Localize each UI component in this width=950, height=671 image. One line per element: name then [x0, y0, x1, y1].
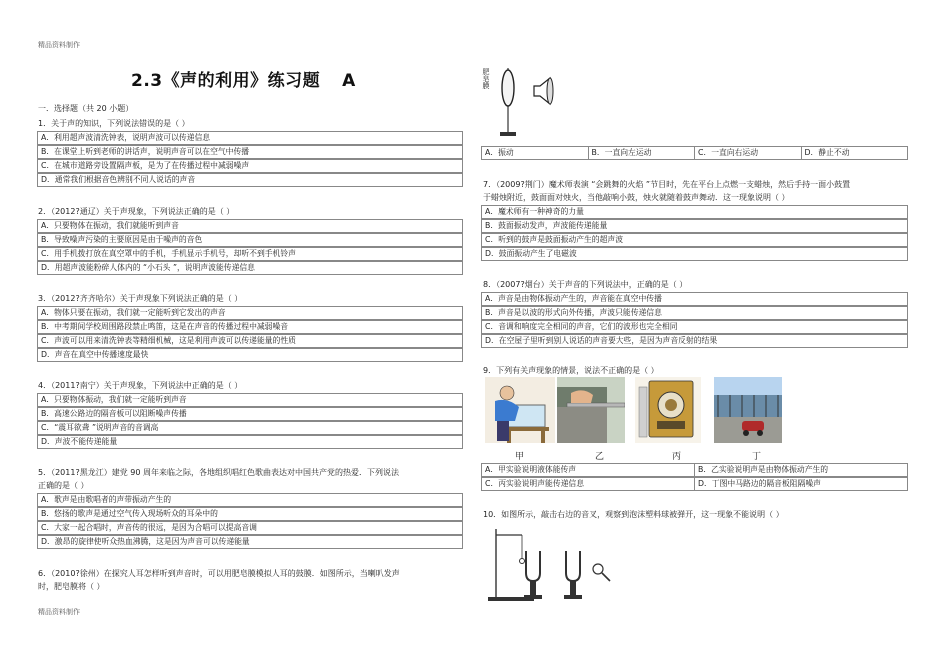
- question-7-option-c[interactable]: C．听到的鼓声是鼓面振动产生的超声波: [481, 233, 908, 247]
- question-1-option-d[interactable]: D．通常我们根据音色辨别不同人说话的声音: [37, 173, 463, 187]
- page-header-note: 精品资料制作: [38, 41, 80, 49]
- question-6-option-d[interactable]: D．静止不动: [804, 148, 850, 157]
- question-9-option-d[interactable]: D．丁图中马路边的隔音板阻隔噪声: [698, 479, 821, 488]
- figure-label-jia: 甲: [515, 452, 525, 462]
- question-7-stem-line2: 于蜡烛附近，鼓面面对烛火，当他敲响小鼓，烛火就随着鼓声舞动．这一现象说明（ ）: [483, 193, 790, 202]
- question-2-stem: 2．（2012?通辽）关于声现象，下列说法正确的是（ ）: [38, 207, 235, 216]
- question-8-option-a[interactable]: A．声音是由物体振动产生的，声音能在真空中传播: [481, 292, 908, 306]
- question-9-option-b[interactable]: B．乙实验说明声是由物体振动产生的: [698, 465, 829, 474]
- question-6-stem-line2: 时，肥皂膜将（ ）: [38, 582, 105, 591]
- question-3-option-a[interactable]: A．物体只要在振动，我们就一定能听到它发出的声音: [37, 306, 463, 320]
- figure-yi-hand-ruler: [557, 377, 625, 443]
- question-3-option-c[interactable]: C．声波可以用来清洗钟表等精细机械，这是利用声波可以传递能量的性质: [37, 334, 463, 348]
- soap-film-label: 肥皂膜: [482, 68, 490, 89]
- question-4-option-a[interactable]: A．只要物体振动，我们就一定能听到声音: [37, 393, 463, 407]
- question-8-option-d[interactable]: D．在空屋子里听到别人说话的声音要大些，是因为声音反射的结果: [481, 334, 908, 348]
- question-1-option-b[interactable]: B．在课堂上听到老师的讲话声，说明声音可以在空气中传播: [37, 145, 463, 159]
- question-9-options-row1: [481, 463, 908, 477]
- question-5-stem-line2: 正确的是（ ）: [38, 481, 89, 490]
- question-10-stem: 10．如图所示，敲击右边的音叉，观察到泡沫塑料球被弹开，这一现象不能说明（ ）: [483, 510, 784, 519]
- page-footer-note: 精品资料制作: [38, 608, 80, 616]
- question-4-option-c[interactable]: C．“震耳欲聋 ”说明声音的音调高: [37, 421, 463, 435]
- question-6-options: [481, 146, 908, 160]
- question-7-option-d[interactable]: D．鼓面振动产生了电磁波: [481, 247, 908, 261]
- question-8-stem: 8．（2007?烟台）关于声音的下列说法中，正确的是（ ）: [483, 280, 688, 289]
- soap-film-speaker-figure: [490, 60, 560, 140]
- question-5-option-b[interactable]: B．悠扬的歌声是通过空气传入现场听众的耳朵中的: [37, 507, 463, 521]
- question-8-option-b[interactable]: B．声音是以波的形式向外传播，声波只能传递信息: [481, 306, 908, 320]
- tuning-fork-figure: [486, 523, 616, 603]
- question-6-option-a[interactable]: A．振动: [482, 147, 589, 159]
- question-1-stem: 1．关于声的知识，下列说法错误的是（ ）: [38, 119, 190, 128]
- question-9-options-row2: [481, 477, 908, 491]
- title-suffix: A: [342, 71, 356, 91]
- question-9-stem: 9．下列有关声现象的情景，说法不正确的是（ ）: [483, 366, 659, 375]
- question-4-option-d[interactable]: D．声波不能传递能量: [37, 435, 463, 449]
- question-7-stem-line1: 7．（2009?荆门）魔术师表演 “会跳舞的火焰 ”节目时，先在平台上点燃一支蜡烛，然后手持一面小鼓置: [483, 180, 851, 189]
- question-3-option-d[interactable]: D．声音在真空中传播速度最快: [37, 348, 463, 362]
- question-4-option-b[interactable]: B．高速公路边的隔音板可以阻断噪声传播: [37, 407, 463, 421]
- question-1-option-c[interactable]: C．在城市道路旁设置隔声板，是为了在传播过程中减弱噪声: [37, 159, 463, 173]
- figure-label-bing: 丙: [672, 452, 682, 462]
- question-1-option-a[interactable]: A．利用超声波清洗钟表，说明声波可以传递信息: [37, 131, 463, 145]
- question-7-option-a[interactable]: A．魔术师有一种神奇的力量: [481, 205, 908, 219]
- question-6-option-c[interactable]: C．一直向右运动: [695, 147, 802, 159]
- figure-label-ding: 丁: [752, 452, 762, 462]
- question-2-option-d[interactable]: D．用超声波能粉碎人体内的 “小石头 ”，说明声波能传递信息: [37, 261, 463, 275]
- question-9-option-a[interactable]: A．甲实验说明液体能传声: [482, 464, 695, 476]
- question-3-option-b[interactable]: B．中考期间学校周围路段禁止鸣笛，这是在声音的传播过程中减弱噪音: [37, 320, 463, 334]
- title-text: 2.3《声的利用》练习题: [131, 71, 321, 91]
- figure-bing-bell-jar: [635, 377, 701, 443]
- question-2-option-b[interactable]: B．导致噪声污染的主要原因是由于噪声的音色: [37, 233, 463, 247]
- question-3-stem: 3．（2012?齐齐哈尔）关于声现象下列说法正确的是（ ）: [38, 294, 243, 303]
- question-6-stem-line1: 6．（2010?徐州）在探究人耳怎样听到声音时，可以用肥皂膜模拟人耳的鼓膜．如图所示，当喇叭发声: [38, 569, 400, 578]
- question-2-option-a[interactable]: A．只要物体在振动，我们就能听到声音: [37, 219, 463, 233]
- question-5-option-a[interactable]: A．歌声是由歌唱者的声带振动产生的: [37, 493, 463, 507]
- question-5-option-d[interactable]: D．激昂的旋律使听众热血沸腾，这是因为声音可以传递能量: [37, 535, 463, 549]
- question-7-option-b[interactable]: B．鼓面振动发声，声波能传递能量: [481, 219, 908, 233]
- question-5-option-c[interactable]: C．大家一起合唱时，声音传的很远，是因为合唱可以提高音调: [37, 521, 463, 535]
- question-8-option-c[interactable]: C．音调和响度完全相同的声音，它们的波形也完全相同: [481, 320, 908, 334]
- figure-jia-person-fishtank: [485, 377, 555, 443]
- question-4-stem: 4．（2011?南宁）关于声现象，下列说法中正确的是（ ）: [38, 381, 243, 390]
- question-2-option-c[interactable]: C．用手机拨打放在真空罩中的手机，手机显示手机号，却听不到手机铃声: [37, 247, 463, 261]
- section-heading: 一．选择题（共 20 小题）: [38, 104, 134, 113]
- figure-label-yi: 乙: [595, 452, 605, 462]
- page-title: [131, 66, 356, 91]
- question-5-stem-line1: 5．（2011?黑龙江）建党 90 周年来临之际，各地组织唱红色歌曲表达对中国共产党的热爱．下列说法: [38, 468, 399, 477]
- figure-ding-noise-barrier: [714, 377, 782, 443]
- question-9-option-c[interactable]: C．丙实验说明声能传递信息: [482, 478, 695, 490]
- question-6-option-b[interactable]: B．一直向左运动: [589, 147, 696, 159]
